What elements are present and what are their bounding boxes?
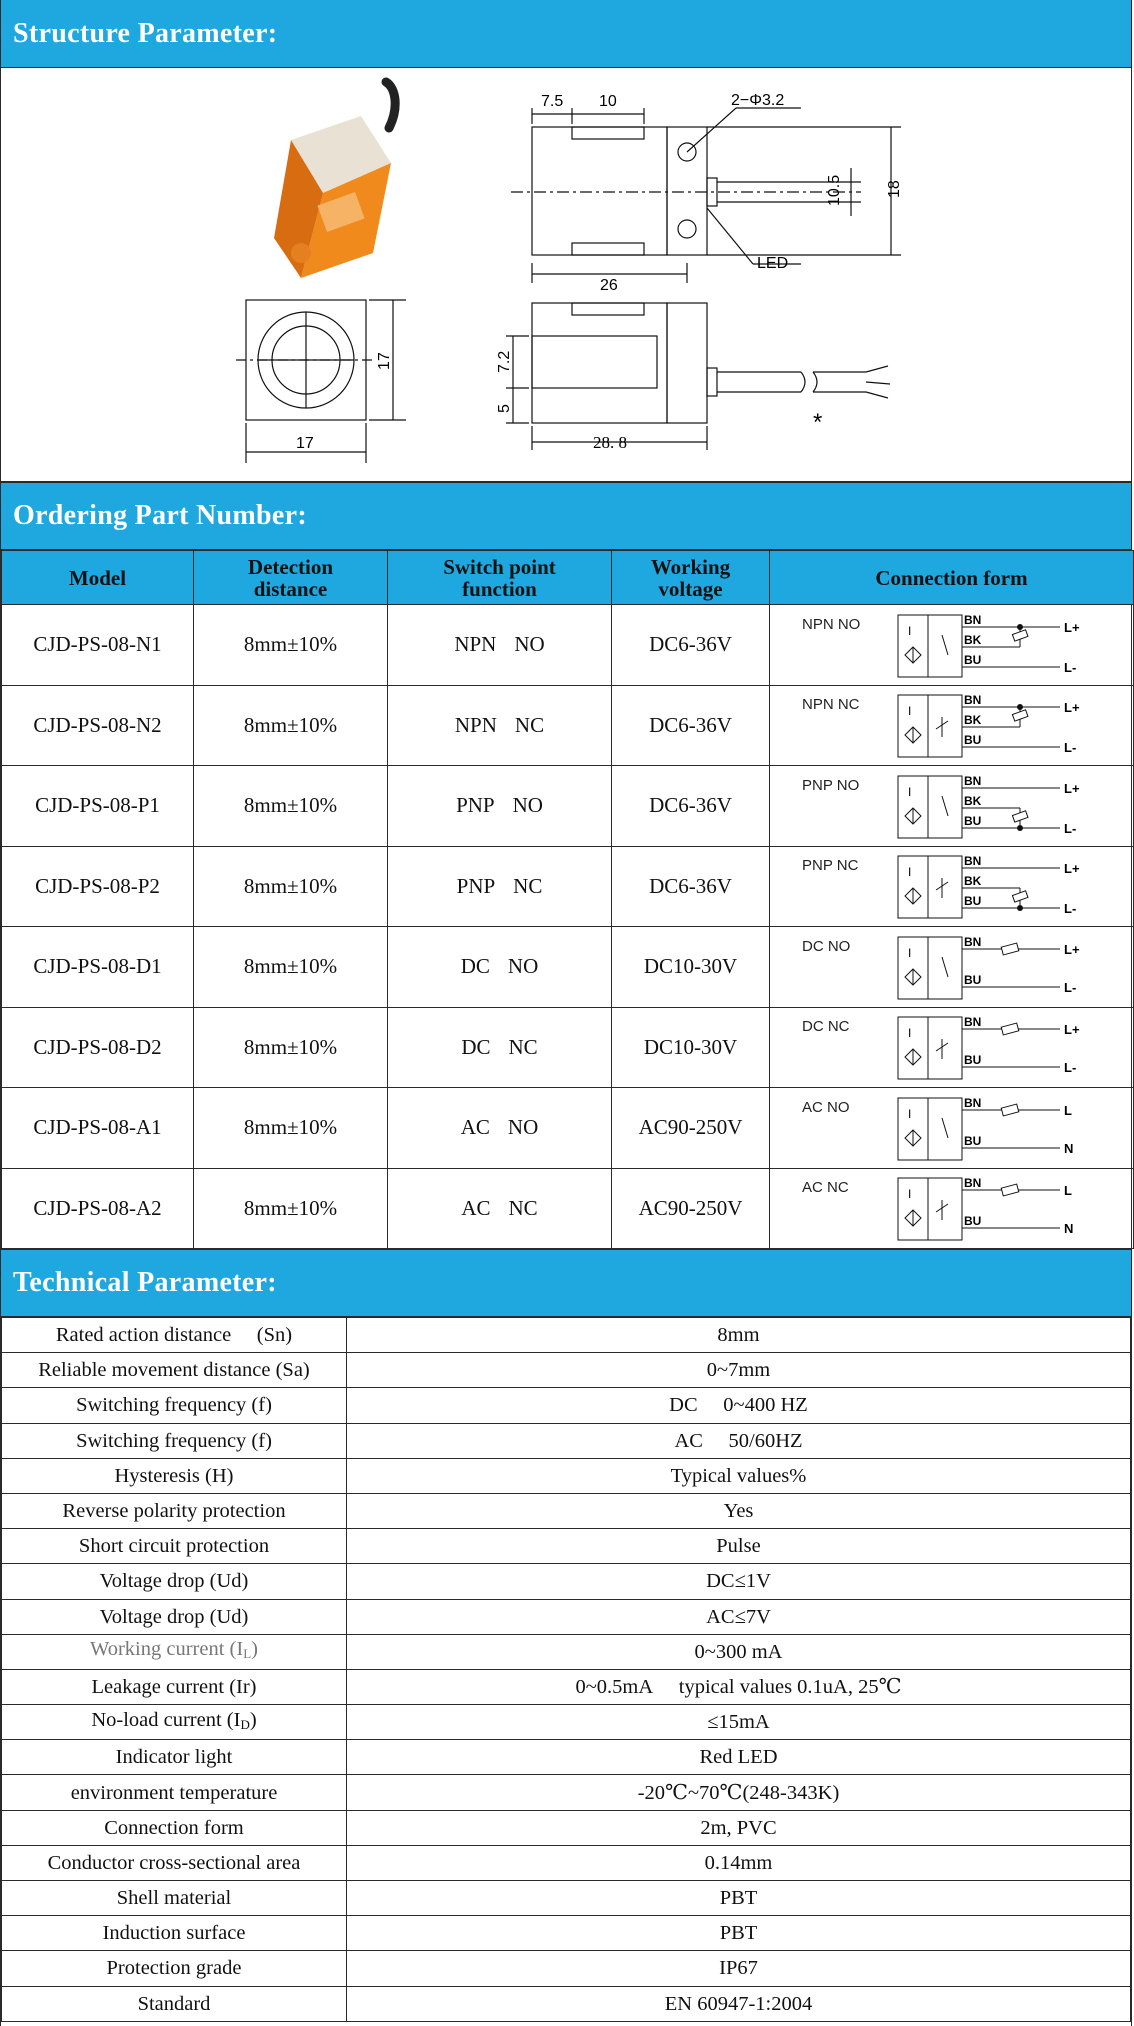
section-ordering-header: Ordering Part Number: — [1, 482, 1131, 550]
dim-17-bottom: 17 — [296, 435, 314, 452]
dim-10: 10 — [599, 93, 617, 110]
model-cell: CJD-PS-08-N1 — [2, 605, 194, 686]
wire-bn: BN — [963, 854, 981, 869]
tech-row — [2, 1634, 1131, 1669]
tech-row — [2, 1669, 1131, 1704]
tech-row — [2, 1986, 1131, 2021]
voltage-cell: DC6-36V — [612, 766, 770, 847]
voltage-cell: DC6-36V — [612, 685, 770, 766]
voltage-cell: DC6-36V — [612, 846, 770, 927]
wiring-diagram — [802, 768, 1102, 844]
terminal-positive: L — [1063, 1183, 1072, 1199]
col-detection: Detection distance — [194, 551, 388, 605]
param-name: Indicator light — [2, 1740, 347, 1775]
connection-diagram-cell — [770, 766, 1134, 847]
tech-row — [2, 1388, 1131, 1423]
terminal-negative: L- — [1063, 901, 1076, 917]
param-value: 0.14mm — [347, 1845, 1131, 1880]
wire-bn: BN — [963, 773, 981, 788]
wire-bk: BK — [963, 713, 981, 728]
model-cell: CJD-PS-08-D2 — [2, 1007, 194, 1088]
dim-10-5: 10.5 — [826, 174, 843, 206]
tech-row — [2, 1775, 1131, 1810]
tech-row — [2, 1318, 1131, 1353]
param-name: Induction surface — [2, 1916, 347, 1951]
distance-cell: 8mm±10% — [194, 1007, 388, 1088]
wire-bn: BN — [963, 693, 981, 708]
dim-7-5: 7.5 — [541, 93, 564, 110]
param-name: Leakage current (Ir) — [2, 1669, 347, 1704]
switch-function-cell: DC NC — [388, 1007, 612, 1088]
tech-row — [2, 1740, 1131, 1775]
tech-row — [2, 1916, 1131, 1951]
tech-row — [2, 1564, 1131, 1599]
wire-bn: BN — [963, 1176, 981, 1191]
terminal-positive: L+ — [1063, 780, 1080, 796]
distance-cell: 8mm±10% — [194, 1168, 388, 1249]
tech-row — [2, 1458, 1131, 1493]
diagram-i-label: I — [907, 945, 911, 960]
dim-26: 26 — [600, 277, 618, 294]
distance-cell: 8mm±10% — [194, 766, 388, 847]
tech-row — [2, 1353, 1131, 1388]
sensor-photo-image — [274, 82, 395, 278]
diagram-i-label: I — [907, 865, 911, 880]
tech-row — [2, 1599, 1131, 1634]
terminal-positive: L+ — [1063, 861, 1080, 877]
tech-row — [2, 1423, 1131, 1458]
model-cell: CJD-PS-08-D1 — [2, 927, 194, 1008]
model-cell: CJD-PS-08-P1 — [2, 766, 194, 847]
param-name: Reliable movement distance (Sa) — [2, 1353, 347, 1388]
param-value: Yes — [347, 1493, 1131, 1528]
wire-bn: BN — [963, 1015, 981, 1030]
distance-cell: 8mm±10% — [194, 605, 388, 686]
distance-cell: 8mm±10% — [194, 685, 388, 766]
terminal-negative: N — [1063, 1140, 1073, 1156]
switch-function-cell: PNP NC — [388, 846, 612, 927]
param-name: Working current $(I_L)$ — [2, 1634, 347, 1669]
wire-bu: BU — [963, 972, 981, 987]
tech-row — [2, 1881, 1131, 1916]
param-name: No-load current $(I_D)$ — [2, 1705, 347, 1740]
cable-asterisk: * — [813, 409, 823, 436]
section-structure-header: Structure Parameter: — [1, 0, 1131, 68]
connection-diagram-cell — [770, 1168, 1134, 1249]
connection-diagram-cell — [770, 605, 1134, 686]
terminal-positive: L+ — [1063, 941, 1080, 957]
param-value: 2m, PVC — [347, 1810, 1131, 1845]
diagram-i-label: I — [907, 1187, 911, 1202]
param-value: EN 60947-1:2004 — [347, 1986, 1131, 2021]
circuit-type-label: NPN NC — [801, 696, 860, 714]
col-connection: Connection form — [770, 551, 1134, 605]
param-value: -20℃~70℃(248-343K) — [347, 1775, 1131, 1810]
dim-28-8: 28. 8 — [593, 433, 627, 452]
wiring-diagram — [802, 687, 1102, 763]
voltage-cell: DC10-30V — [612, 1007, 770, 1088]
wiring-diagram — [802, 1009, 1102, 1085]
voltage-cell: AC90-250V — [612, 1088, 770, 1169]
param-value: PBT — [347, 1916, 1131, 1951]
param-value: PBT — [347, 1881, 1131, 1916]
switch-function-cell: NPN NC — [388, 685, 612, 766]
terminal-positive: L+ — [1063, 1022, 1080, 1038]
param-name: Shell material — [2, 1881, 347, 1916]
switch-function-cell: NPN NO — [388, 605, 612, 686]
holes-dim: 2−Φ3.2 — [731, 92, 785, 109]
voltage-cell: DC6-36V — [612, 605, 770, 686]
wire-bu: BU — [963, 1053, 981, 1068]
param-name: Hysteresis (H) — [2, 1458, 347, 1493]
technical-table — [1, 1317, 1131, 2022]
diagram-i-label: I — [907, 1026, 911, 1041]
param-name: Reverse polarity protection — [2, 1493, 347, 1528]
wire-bk: BK — [963, 874, 981, 889]
param-name: environment temperature — [2, 1775, 347, 1810]
circuit-type-label: PNP NC — [801, 857, 858, 875]
wiring-diagram — [802, 848, 1102, 924]
param-value: 0~300 mA — [347, 1634, 1131, 1669]
param-name: Protection grade — [2, 1951, 347, 1986]
connection-diagram-cell — [770, 846, 1134, 927]
terminal-positive: L+ — [1063, 619, 1080, 635]
col-switch: Switch point function — [388, 551, 612, 605]
param-value: DC≤1V — [347, 1564, 1131, 1599]
switch-function-cell: PNP NO — [388, 766, 612, 847]
tech-row — [2, 1810, 1131, 1845]
model-cell: CJD-PS-08-A1 — [2, 1088, 194, 1169]
switch-function-cell: DC NO — [388, 927, 612, 1008]
param-value: AC≤7V — [347, 1599, 1131, 1634]
param-value: 8mm — [347, 1318, 1131, 1353]
model-cell: CJD-PS-08-N2 — [2, 685, 194, 766]
param-value: IP67 — [347, 1951, 1131, 1986]
param-name: Conductor cross-sectional area — [2, 1845, 347, 1880]
param-name: Standard — [2, 1986, 347, 2021]
circuit-type-label: DC NO — [801, 937, 850, 955]
circuit-type-label: PNP NO — [801, 776, 859, 794]
wiring-diagram — [802, 1170, 1102, 1246]
tech-row — [2, 1845, 1131, 1880]
ordering-row — [2, 605, 1134, 686]
section-technical-header: Technical Parameter: — [1, 1249, 1131, 1317]
terminal-negative: L- — [1063, 1060, 1076, 1076]
param-name: Connection form — [2, 1810, 347, 1845]
voltage-cell: AC90-250V — [612, 1168, 770, 1249]
connection-diagram-cell — [770, 1088, 1134, 1169]
ordering-header-row — [2, 551, 1134, 605]
diagram-i-label: I — [907, 623, 911, 638]
ordering-row — [2, 1007, 1134, 1088]
led-label: LED — [757, 255, 789, 272]
diagram-i-label: I — [907, 1106, 911, 1121]
param-value: AC 50/60HZ — [347, 1423, 1131, 1458]
voltage-cell: DC10-30V — [612, 927, 770, 1008]
model-cell: CJD-PS-08-P2 — [2, 846, 194, 927]
wire-bu: BU — [963, 813, 981, 828]
wire-bn: BN — [963, 934, 981, 949]
param-value: 0~0.5mA typical values 0.1uA, 25℃ — [347, 1669, 1131, 1704]
connection-diagram-cell — [770, 1007, 1134, 1088]
ordering-row — [2, 1088, 1134, 1169]
dim-5: 5 — [496, 404, 513, 413]
wiring-diagram — [802, 929, 1102, 1005]
param-name: Short circuit protection — [2, 1529, 347, 1564]
param-name: Voltage drop (Ud) — [2, 1564, 347, 1599]
param-value: 0~7mm — [347, 1353, 1131, 1388]
param-value: ≤15mA — [347, 1705, 1131, 1740]
diagram-i-label: I — [907, 784, 911, 799]
wire-bu: BU — [963, 894, 981, 909]
wire-bn: BN — [963, 1095, 981, 1110]
diagram-i-label: I — [907, 704, 911, 719]
terminal-negative: L- — [1063, 820, 1076, 836]
model-cell: CJD-PS-08-A2 — [2, 1168, 194, 1249]
wire-bk: BK — [963, 793, 981, 808]
param-name: Voltage drop (Ud) — [2, 1599, 347, 1634]
terminal-negative: L- — [1063, 979, 1076, 995]
side-view-drawing — [506, 303, 890, 450]
col-voltage: Working voltage — [612, 551, 770, 605]
tech-row — [2, 1493, 1131, 1528]
distance-cell: 8mm±10% — [194, 846, 388, 927]
wire-bu: BU — [963, 1214, 981, 1229]
wiring-diagram — [802, 1090, 1102, 1166]
ordering-row — [2, 846, 1134, 927]
connection-diagram-cell — [770, 927, 1134, 1008]
circuit-type-label: AC NC — [801, 1179, 849, 1197]
col-model: Model — [2, 551, 194, 605]
terminal-negative: N — [1063, 1221, 1073, 1237]
ordering-row — [2, 1168, 1134, 1249]
param-name: Switching frequency (f) — [2, 1423, 347, 1458]
wiring-diagram — [802, 607, 1102, 683]
distance-cell: 8mm±10% — [194, 927, 388, 1008]
connection-diagram-cell — [770, 685, 1134, 766]
param-value: DC 0~400 HZ — [347, 1388, 1131, 1423]
param-value: Pulse — [347, 1529, 1131, 1564]
distance-cell: 8mm±10% — [194, 1088, 388, 1169]
circuit-type-label: AC NO — [801, 1098, 850, 1116]
wire-bu: BU — [963, 733, 981, 748]
param-value: Typical values% — [347, 1458, 1131, 1493]
front-view-drawing — [236, 300, 406, 463]
circuit-type-label: DC NC — [801, 1018, 849, 1036]
tech-row — [2, 1705, 1131, 1740]
tech-row — [2, 1529, 1131, 1564]
structure-drawing — [1, 68, 1131, 482]
dim-17-side: 17 — [376, 352, 393, 370]
terminal-negative: L- — [1063, 659, 1076, 675]
wire-bn: BN — [963, 612, 981, 627]
ordering-table — [1, 550, 1134, 1249]
terminal-positive: L — [1063, 1102, 1072, 1118]
terminal-negative: L- — [1063, 740, 1076, 756]
dim-18: 18 — [886, 180, 903, 198]
tech-row — [2, 1951, 1131, 1986]
param-value: Red LED — [347, 1740, 1131, 1775]
dim-7-2: 7.2 — [496, 350, 513, 373]
terminal-positive: L+ — [1063, 700, 1080, 716]
switch-function-cell: AC NO — [388, 1088, 612, 1169]
switch-function-cell: AC NC — [388, 1168, 612, 1249]
wire-bu: BU — [963, 1133, 981, 1148]
param-name: Rated action distance (Sn) — [2, 1318, 347, 1353]
ordering-row — [2, 927, 1134, 1008]
param-name: Switching frequency (f) — [2, 1388, 347, 1423]
wire-bk: BK — [963, 632, 981, 647]
ordering-row — [2, 766, 1134, 847]
ordering-row — [2, 685, 1134, 766]
circuit-type-label: NPN NO — [801, 615, 860, 633]
wire-bu: BU — [963, 652, 981, 667]
